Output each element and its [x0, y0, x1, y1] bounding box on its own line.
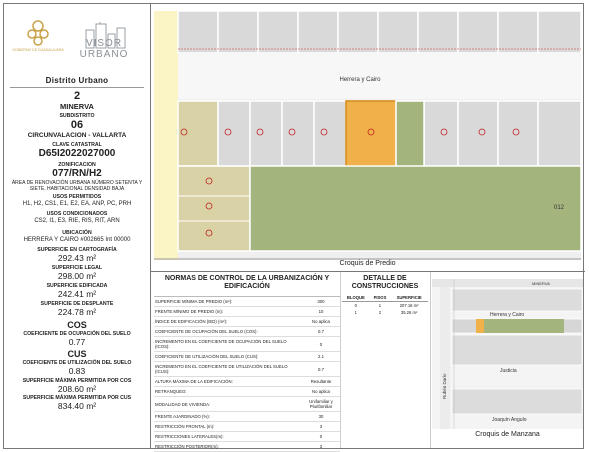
distrito-name: MINERVA [60, 102, 94, 111]
normas-label: MODALIDAD DE VIVIENDA: [154, 397, 302, 412]
normas-label: RESTRICCIÓN POSTERIOR(m): [154, 442, 302, 452]
normas-value: Resultante [302, 377, 340, 387]
zonificacion-desc: ÁREA DE RENOVACIÓN URBANA NÚMERO SETENTA Y SIETE, HABITACIONAL DENSIDAD BAJA [11, 180, 143, 192]
normas-label: COEFICIENTE DE OCUPACIÓN DEL SUELO (COS): [154, 327, 302, 337]
normas-row [154, 317, 340, 327]
normas-value: No aplica [302, 317, 340, 327]
normas-row [154, 352, 340, 362]
zonificacion-code: 077/RN/H2 [52, 168, 102, 179]
normas-label: RESTRICCIÓN FRONTAL (m): [154, 422, 302, 432]
normas-table [154, 296, 340, 452]
normas-value: 3 [302, 422, 340, 432]
normas-row [154, 432, 340, 442]
sup-cartografia: 292.43 m² [57, 253, 97, 263]
normas-label: INCREMENTO EN EL COEFICIENTE DE OCUPACIÓN DEL SUELO (ICOS): [154, 337, 302, 352]
normas-label: RESTRICCIONES LATERALES(m): [154, 432, 302, 442]
detalle-cell: 207.16 m² [399, 303, 419, 308]
cus-title: CUS [67, 349, 87, 359]
detalle-cell: 35.26 m² [400, 310, 418, 315]
usos-permitidos-label: USOS PERMITIDOS [52, 194, 102, 200]
sup-edificada: 242.41 m² [57, 289, 97, 299]
cus-label: COEFICIENTE DE UTILIZACIÓN DEL SUELO [22, 360, 132, 366]
cus-value: 0.83 [68, 366, 86, 376]
clave-catastral: D65I2022027000 [38, 148, 116, 159]
logos [4, 4, 150, 64]
sup-legal-label: SUPERFICIE LEGAL [51, 265, 103, 271]
manzana-caption: Croquis de Manzana [475, 431, 540, 438]
normas-section [154, 275, 340, 452]
detalle-cell: 1 [378, 303, 382, 308]
usos-condicionados-label: USOS CONDICIONADOS [46, 211, 108, 217]
normas-row [154, 412, 340, 422]
manzana-map[interactable] [432, 279, 583, 429]
detalle-header: SUPERFICIE [390, 294, 428, 302]
street-minerva: MINERVA [532, 281, 550, 286]
document-sheet [3, 3, 584, 449]
visor-urbano-text: VISOR URBANO [79, 38, 129, 60]
ubicacion-label: UBICACIÓN [62, 230, 92, 236]
normas-value: Unifamiliar y Plurifamiliar [302, 397, 340, 412]
detalle-cell: 1 [354, 310, 358, 315]
visor-urbano-logo [64, 22, 144, 62]
street-herrera: Herrera y Cairo [490, 312, 525, 318]
sup-max-cos: 208.60 m² [57, 384, 97, 394]
cos-title: COS [67, 320, 87, 330]
normas-title: NORMAS DE CONTROL DE LA URBANIZACIÓN Y EDIFICACIÓN [164, 275, 330, 290]
normas-label: INCREMENTO EN EL COEFICIENTE DE UTILIZACIÓN DEL SUELO (ICUS): [154, 362, 302, 377]
detalle-cell: 0 [354, 303, 358, 308]
subdistrito-name: CIRCUNVALACION - VALLARTA [27, 132, 127, 139]
sup-desplante-label: SUPERFICIE DE DESPLANTE [40, 301, 114, 307]
normas-label: RETRANQUEO: [154, 387, 302, 397]
normas-row [154, 297, 340, 307]
normas-value: 30 [302, 412, 340, 422]
distrito-label: Distrito Urbano [45, 76, 109, 85]
street-label: Herrera y Cairo [339, 77, 381, 83]
block-label: 012 [554, 205, 565, 211]
detalle-section [342, 275, 428, 316]
table-row [342, 309, 428, 316]
normas-value: 0 [302, 432, 340, 442]
normas-row [154, 327, 340, 337]
cos-value: 0.77 [68, 337, 86, 347]
normas-value: 300 [302, 297, 340, 307]
normas-row [154, 442, 340, 452]
clave-label: CLAVE CATASTRAL [52, 142, 102, 148]
normas-label: ÍNDICE DE EDIFICACIÓN (IED) (m²): [154, 317, 302, 327]
cos-label: COEFICIENTE DE OCUPACIÓN DEL SUELO [23, 331, 131, 337]
info-panel [4, 4, 151, 448]
normas-value: 0.7 [302, 327, 340, 337]
normas-label: COEFICIENTE DE UTILIZACIÓN DEL SUELO (CUS): [154, 352, 302, 362]
normas-row [154, 387, 340, 397]
table-row [342, 302, 428, 310]
detalle-cell: 2 [378, 310, 382, 315]
normas-value: 3 [302, 442, 340, 452]
normas-row [154, 307, 340, 317]
svg-text:GOBIERNO DE GUADALAJARA: GOBIERNO DE GUADALAJARA [12, 48, 64, 52]
normas-value: 0.7 [302, 362, 340, 377]
detalle-table [342, 294, 428, 316]
subdistrito-number: 06 [70, 119, 84, 131]
normas-value: 2.1 [302, 352, 340, 362]
sup-max-cus-label: SUPERFICIE MÁXIMA PERMITIDA POR CUS [22, 395, 132, 401]
distrito-number: 2 [73, 90, 81, 102]
sup-max-cos-label: SUPERFICIE MÁXIMA PERMITIDA POR COS [22, 378, 132, 384]
selected-lot[interactable] [346, 101, 396, 166]
sup-edificada-label: SUPERFICIE EDIFICADA [46, 283, 108, 289]
normas-row [154, 397, 340, 412]
zonificacion-label: ZONIFICACION [58, 162, 96, 168]
usos-condicionados: CS2, I1, E3, RIE, RIS, RIT, ARN [34, 218, 120, 224]
ubicacion: HERRERA Y CAIRO #002665 Int 00000 [23, 237, 131, 243]
normas-row [154, 377, 340, 387]
normas-value: 0 [302, 337, 340, 352]
normas-value: No aplica [302, 387, 340, 397]
normas-row [154, 362, 340, 377]
predio-map[interactable] [154, 11, 581, 260]
sup-desplante: 224.78 m² [57, 307, 97, 317]
normas-label: SUPERFICIE MÍNIMA DE PREDIO (m²): [154, 297, 302, 307]
sup-cartografia-label: SUPERFICIE EN CARTOGRAFÍA [37, 247, 117, 253]
subdistrito-label: SUBDISTRITO [59, 113, 95, 119]
predio-caption: Croquis de Predio [339, 260, 396, 267]
detalle-title: DETALLE DE CONSTRUCCIONES [351, 275, 419, 290]
street-ruben: Rubén Darío [442, 373, 447, 399]
street-joaquin: Joaquín Angulo [492, 417, 527, 423]
street-justicia: Justicia [500, 368, 517, 374]
guadalajara-seal-logo [12, 16, 64, 54]
sup-max-cus: 834.40 m² [57, 401, 97, 411]
sup-legal: 298.00 m² [57, 271, 97, 281]
normas-label: ALTURA MÁXIMA DE LA EDIFICACIÓN: [154, 377, 302, 387]
normas-row [154, 337, 340, 352]
detalle-header: BLOQUE [342, 294, 370, 302]
normas-label: FRENTE AJARDINADO (%): [154, 412, 302, 422]
detalle-header: PISOS [370, 294, 391, 302]
normas-row [154, 422, 340, 432]
normas-label: FRENTE MÍNIMO DE PREDIO (m): [154, 307, 302, 317]
usos-permitidos: H1, H2, CS1, E1, E2, EA, ANP, PC, PRH [22, 201, 132, 207]
normas-value: 10 [302, 307, 340, 317]
